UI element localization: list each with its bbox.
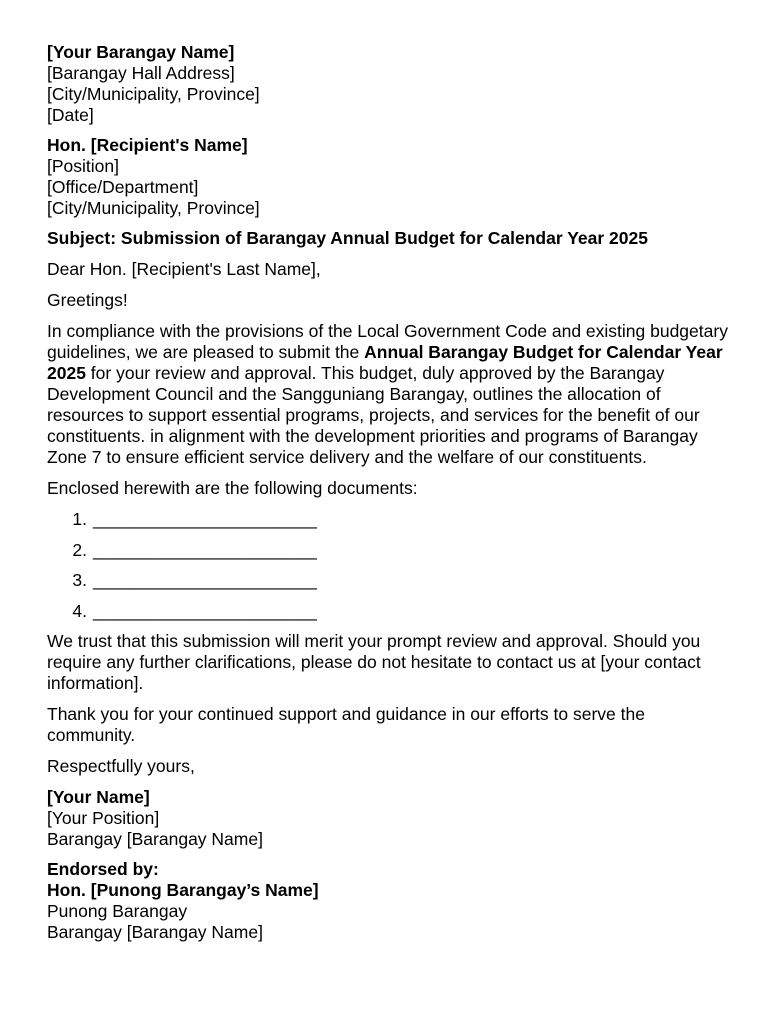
recipient-block bbox=[47, 135, 737, 219]
signatory-name: [Your Name] bbox=[47, 787, 150, 807]
list-item bbox=[47, 509, 737, 530]
enclosure-intro: Enclosed herewith are the following documents: bbox=[47, 478, 418, 498]
endorser-barangay: Barangay [Barangay Name] bbox=[47, 922, 263, 942]
salutation: Dear Hon. [Recipient's Last Name], bbox=[47, 259, 321, 279]
body-text-bold: Annual Barangay Budget for Calendar Year 2025 bbox=[47, 342, 723, 383]
list-item-blank: _______________________ bbox=[93, 539, 317, 560]
signatory-position: [Your Position] bbox=[47, 808, 160, 828]
list-item-blank: _______________________ bbox=[93, 570, 317, 590]
trust-paragraph: We trust that this submission will merit your prompt review and approval. Should you require any further clarifications, please do not hesitate to contact us at [your contact information]. bbox=[47, 631, 701, 693]
endorsement-block bbox=[47, 859, 737, 943]
signatory-barangay: Barangay [Barangay Name] bbox=[47, 829, 263, 849]
body-text-part-1: In compliance with the provisions of the Local Government Code and existing budgetary guidelines, we are pleased to submit the bbox=[47, 321, 728, 362]
signatory-block bbox=[47, 787, 737, 850]
thanks-paragraph: Thank you for your continued support and guidance in our efforts to serve the community. bbox=[47, 704, 645, 745]
body-paragraph bbox=[47, 321, 737, 468]
endorser-name: Hon. [Punong Barangay’s Name] bbox=[47, 880, 319, 900]
list-item-number: 3. bbox=[72, 570, 87, 590]
list-item bbox=[47, 540, 737, 561]
sender-address: [Barangay Hall Address] bbox=[47, 63, 235, 83]
sender-block bbox=[47, 42, 737, 126]
list-item-number: 1. bbox=[72, 509, 87, 529]
closing: Respectfully yours, bbox=[47, 756, 195, 776]
list-item-blank: _______________________ bbox=[93, 600, 317, 621]
greeting: Greetings! bbox=[47, 290, 128, 310]
letter-date: [Date] bbox=[47, 105, 94, 125]
list-item-number: 2. bbox=[72, 539, 87, 560]
sender-city: [City/Municipality, Province] bbox=[47, 84, 260, 104]
list-item-number: 4. bbox=[72, 600, 87, 621]
list-item bbox=[47, 570, 737, 591]
body-text-part-2: for your review and approval. This budget, duly approved by the Barangay Development Council and the Sangguniang Barangay, outlines the allocation of resources to support essential programs, projects, and services for the benefit of our constituents. in alignment with the development priorities and programs of Barangay Zone 7 to ensure efficient service delivery and the welfare of our constituents. bbox=[47, 363, 700, 467]
list-item bbox=[47, 601, 737, 622]
sender-name: [Your Barangay Name] bbox=[47, 42, 235, 62]
recipient-name: Hon. [Recipient's Name] bbox=[47, 135, 248, 155]
recipient-position: [Position] bbox=[47, 156, 119, 176]
list-item-blank: _______________________ bbox=[93, 509, 317, 529]
letter-document bbox=[47, 42, 737, 952]
document-list bbox=[47, 509, 737, 622]
endorser-title: Punong Barangay bbox=[47, 901, 188, 921]
endorsement-label: Endorsed by: bbox=[47, 859, 159, 879]
subject-line: Subject: Submission of Barangay Annual Budget for Calendar Year 2025 bbox=[47, 228, 648, 248]
recipient-city: [City/Municipality, Province] bbox=[47, 198, 260, 218]
recipient-office: [Office/Department] bbox=[47, 177, 199, 197]
